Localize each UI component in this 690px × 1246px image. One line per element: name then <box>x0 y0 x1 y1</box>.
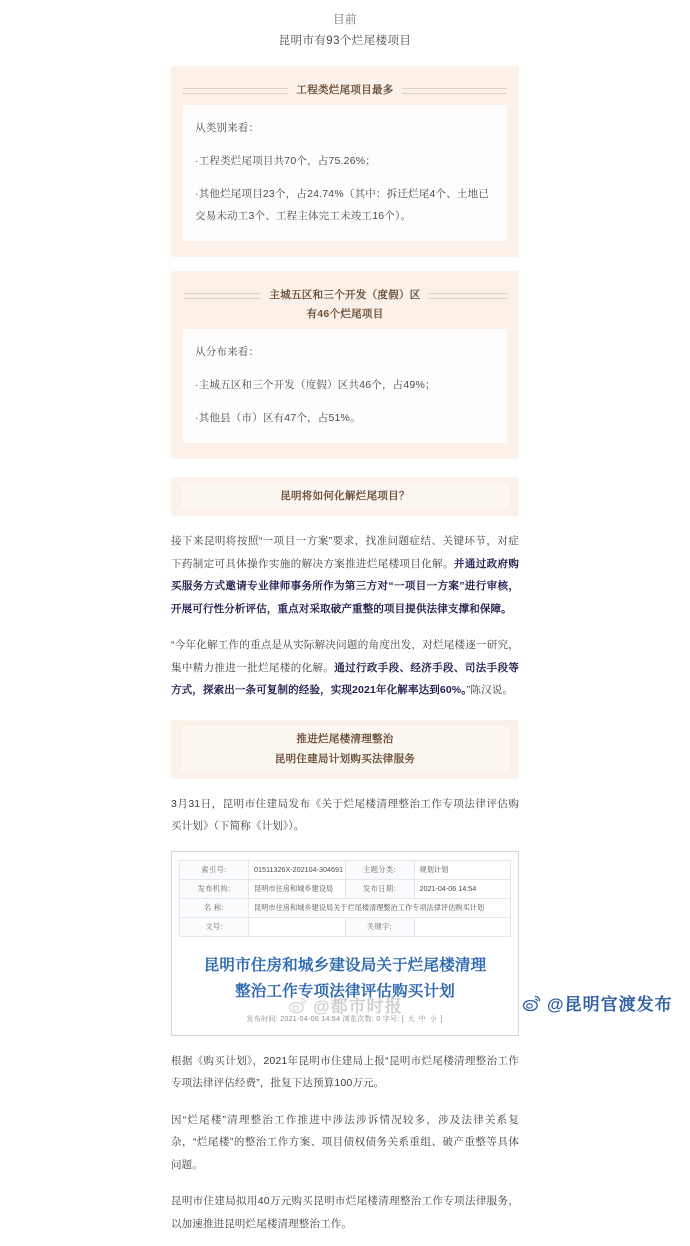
weibo-icon <box>522 993 542 1013</box>
stat-card-1-body <box>183 105 507 241</box>
section-banner-2-line-2: 昆明住建局计划购买法律服务 <box>274 752 416 765</box>
publish-time-label: 发布时间: <box>246 1015 278 1023</box>
font-size-options[interactable]: [ 大 中 小 ] <box>401 1015 444 1023</box>
intro-line-1: 目前 <box>333 14 357 26</box>
stat-card-2-lead: 从分布来看： <box>195 346 260 358</box>
title-rule-right <box>402 88 507 94</box>
table-row <box>180 898 511 917</box>
stat-card-2-title <box>183 285 507 329</box>
title-rule-left <box>183 88 288 94</box>
stat-card-1 <box>171 66 519 257</box>
stat-card-2-title-text: 主城五区和三个开发（度假）区 <box>269 289 421 301</box>
title-rule-left <box>183 293 261 299</box>
stat-card-1-lead: 从类别来看： <box>195 122 260 134</box>
paragraph-2-normal-a: “今年化解工作的重点是从实际解决问题的角度出发，对烂尾楼逐一研究，集中精力推进一批烂尾楼的化解。 <box>171 639 519 674</box>
table-row <box>180 860 511 879</box>
stat-card-2 <box>171 271 519 459</box>
font-size-label: 字号: <box>382 1015 400 1023</box>
paragraph-6: 昆明市住建局拟用40万元购买昆明市烂尾楼清理整治工作专项法律服务，以加速推进昆明烂尾楼清理整治工作。 <box>171 1195 519 1230</box>
view-count-value: 0 <box>376 1015 381 1023</box>
row-1-value-2: 规划计划 <box>414 860 511 879</box>
watermark-handle: @都市时报 <box>313 997 403 1016</box>
row-3-label-1: 名 称: <box>180 898 249 917</box>
row-2-label-1: 发布机构: <box>180 879 249 898</box>
paragraph-2-bold: 通过行政手段、经济手段、司法手段等方式，探索出一条可复制的经验，实现2021年化解率达到60%。 <box>171 661 519 696</box>
row-1-label-1: 索引号: <box>180 860 249 879</box>
paragraph-1-normal: 接下来昆明将按照“一项目一方案”要求，找准问题症结、关键环节，对症下药制定可具体操作实施的解决方案推进烂尾楼项目化解。 <box>171 535 519 570</box>
paragraph-1 <box>171 530 519 620</box>
section-banner-2-line-1: 推进烂尾楼清理整治 <box>296 732 394 745</box>
document-title: 昆明市住房和城乡建设局关于烂尾楼清理整治工作专项法律评估购买计划 <box>203 956 487 1000</box>
paragraph-5: 因“烂尾楼”清理整治工作推进中涉法涉诉情况较多，涉及法律关系复杂，“烂尾楼”的整治工作方案、项目债权债务关系重组、破产重整等具体问题。 <box>171 1113 519 1171</box>
document-meta-table <box>179 860 511 937</box>
title-rule-right <box>429 293 507 299</box>
stat-card-1-bullet-2: ·其他烂尾项目23个，占24.74%（其中：拆迁烂尾4个、土地已交易未动工3个、工程主体完工未竣工16个）。 <box>195 188 490 222</box>
paragraph-2 <box>171 634 519 702</box>
section-banner-1 <box>171 477 519 516</box>
watermark-handle: @昆明官渡发布 <box>547 995 673 1014</box>
stat-card-1-title <box>183 80 507 105</box>
stat-card-2-body <box>183 329 507 443</box>
table-row <box>180 917 511 936</box>
official-document-panel <box>171 851 519 1036</box>
intro-line-2: 昆明市有93个烂尾楼项目 <box>278 35 412 47</box>
stat-card-2-subtitle: 有46个烂尾项目 <box>306 308 384 320</box>
row-2-value-1: 昆明市住房和城乡建设局 <box>249 879 346 898</box>
stat-card-2-bullet-1: ·主城五区和三个开发（度假）区共46个，占49%； <box>195 379 436 391</box>
publish-time-value: 2021-04-06 14:54 <box>280 1015 341 1023</box>
table-row <box>180 879 511 898</box>
document-meta-line <box>179 1005 511 1035</box>
paragraph-4: 根据《购买计划》，2021年昆明市住建局上报“昆明市烂尾楼清理整治工作专项法律评估经费”，批复下达预算100万元。 <box>171 1054 519 1089</box>
stat-card-2-bullet-2: ·其他县（市）区有47个，占51%。 <box>195 412 361 424</box>
row-2-label-2: 发布日期: <box>345 879 414 898</box>
row-4-value-1 <box>249 917 346 936</box>
row-2-value-2: 2021-04-06 14:54 <box>414 879 511 898</box>
view-count-label: 浏览次数: <box>342 1015 374 1023</box>
intro-block <box>171 10 519 52</box>
row-1-label-2: 主题分类: <box>345 860 414 879</box>
row-1-value-1: 01511326X-202104-304691 <box>249 860 346 879</box>
section-banner-2 <box>171 720 519 779</box>
row-3-value-1: 昆明市住房和城乡建设局关于烂尾楼清理整治工作专项法律评估购买计划 <box>249 898 511 917</box>
section-banner-1-line-1: 昆明将如何化解烂尾项目？ <box>280 490 410 502</box>
row-4-value-2 <box>414 917 511 936</box>
row-4-label-2: 关键字: <box>345 917 414 936</box>
paragraph-3: 3月31日，昆明市住建局发布《关于烂尾楼清理整治工作专项法律评估购买计划》（下简称《计划》）。 <box>171 797 519 832</box>
stat-card-1-title-text: 工程类烂尾项目最多 <box>296 84 394 96</box>
paragraph-2-normal-b: ”陈汉说。 <box>466 684 514 696</box>
row-4-label-1: 文号: <box>180 917 249 936</box>
watermark-kunmingguandu <box>522 990 673 1015</box>
paragraph-1-bold: 并通过政府购买服务方式邀请专业律师事务所作为第三方对“一项目一方案”进行审核，开展可行性分析评估，重点对采取破产重整的项目提供法律支撑和保障。 <box>171 557 519 615</box>
stat-card-1-bullet-1: ·工程类烂尾项目共70个，占75.26%； <box>195 155 376 167</box>
